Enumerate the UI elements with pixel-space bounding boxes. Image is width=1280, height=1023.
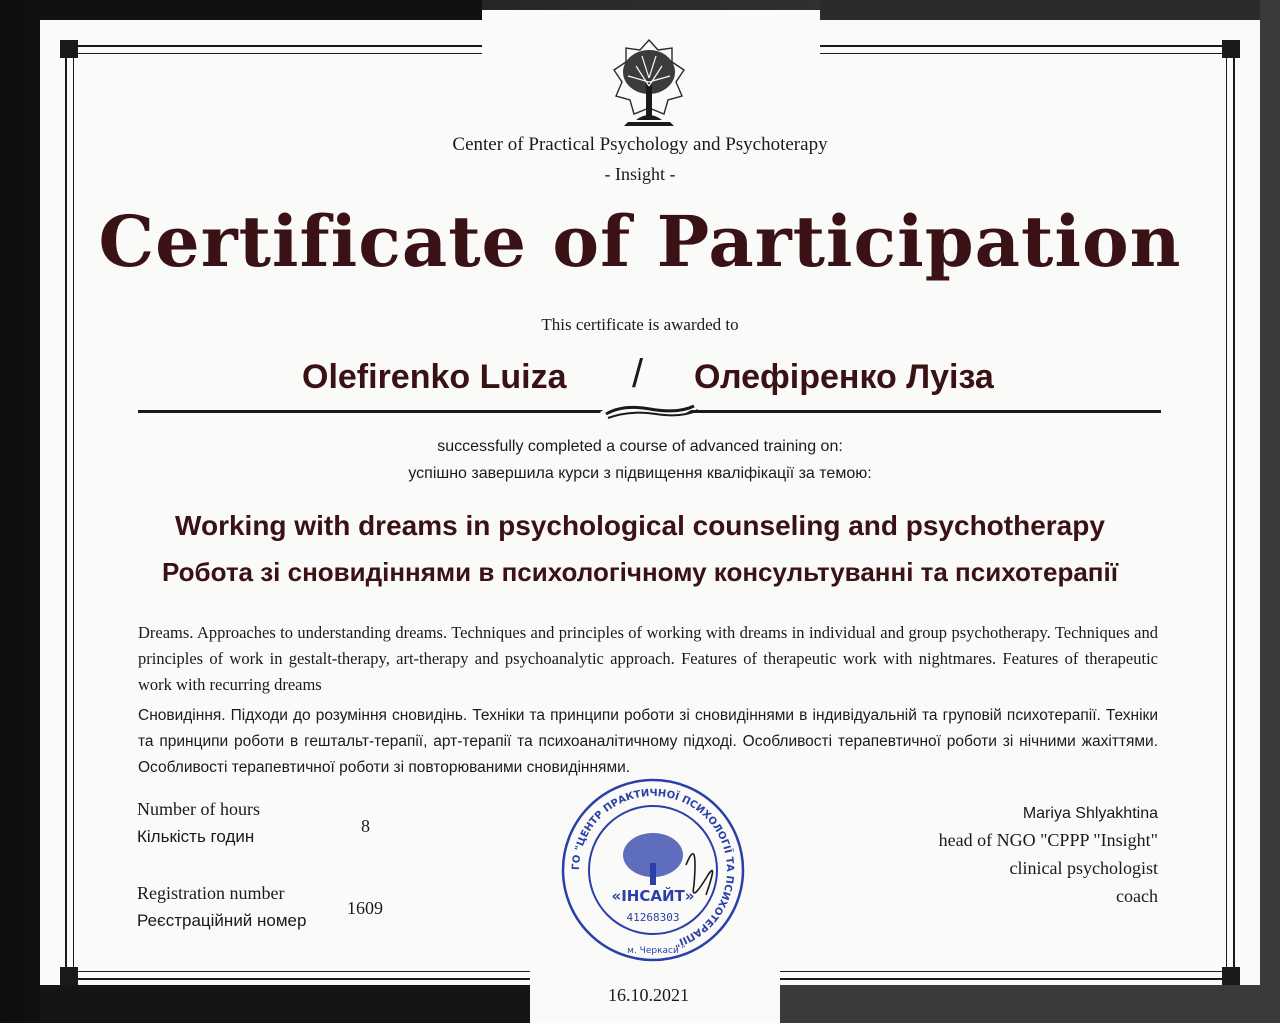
recipient-name-ua: Олефіренко Луіза [694,358,994,396]
certificate-title: Certificate of Participation [98,200,1182,283]
stamp-ring-text: ГО "ЦЕНТР ПРАКТИЧНОЇ ПСИХОЛОГІЇ ТА ПСИХОТЕРАПІЇ" [570,787,736,949]
course-title-en: Working with dreams in psychological counseling and psychotherapy [175,510,1105,541]
completion-text-en: successfully completed a course of advanced training on: [437,438,843,455]
course-description-en: Dreams. Approaches to understanding dreams. Techniques and principles of working with dreams in individual and group psychotherapy. Techniques and principles of work in gestalt-therapy, art-therapy and psychoanalytic approach. Features of therapeutic work with nightmares. Features of therapeutic work with recurring dreams [138,623,1158,694]
signatory-role: coach [1116,886,1158,906]
organization-subtitle: - Insight - [604,164,676,184]
frame-corner [1222,40,1240,58]
signatory-name: Mariya Shlyakhtina [1022,805,1158,822]
stamp-city: м. Черкаси [627,946,679,956]
signatory-role: clinical psychologist [1009,858,1158,878]
registration-value: 1609 [347,898,383,918]
recipient-name-en: Olefirenko Luiza [302,358,567,396]
hours-value: 8 [361,816,370,836]
frame-corner [60,967,78,985]
course-description-ua: Сновидіння. Підходи до розуміння сновидінь. Техніки та принципи роботи зі сновидіннями в індивідуальній та груповій психотерапії. Техніки та принципи роботи в гештальт-терапії, арт-терапії та психоаналітичному підході. Особливості терапевтичної роботи зі нічними жахіттями. Особливості терапевтичної роботи зі повторюваними сновидіннями. [138,707,1158,776]
stamp-center-text: «ІНСАЙТ» [611,887,695,905]
stamp-tree-icon [623,833,683,885]
completion-text-ua: успішно завершила курси з підвищення кваліфікації за темою: [408,465,872,482]
stamp-code: 41268303 [626,911,680,924]
tree-logo-icon [606,36,692,134]
organization-name: Center of Practical Psychology and Psychoterapy [452,134,828,155]
official-stamp [558,775,748,965]
name-separator: / [632,352,644,396]
background-edge [780,985,1260,1023]
hours-label-en: Number of hours [137,799,260,819]
registration-label-en: Registration number [137,883,285,903]
hours-label-ua: Кількість годин [137,827,255,846]
frame-corner [1222,967,1240,985]
course-title-ua: Робота зі сновидіннями в психологічному консультуванні та психотерапії [161,557,1119,587]
signatory-role: head of NGO "CPPP "Insight" [938,830,1158,850]
ornament-divider [138,396,1161,426]
awarded-text: This certificate is awarded to [541,315,739,334]
issue-date: 16.10.2021 [608,985,689,1005]
frame-corner [60,40,78,58]
background-edge [40,985,530,1023]
registration-label-ua: Реєстраційний номер [137,911,307,930]
